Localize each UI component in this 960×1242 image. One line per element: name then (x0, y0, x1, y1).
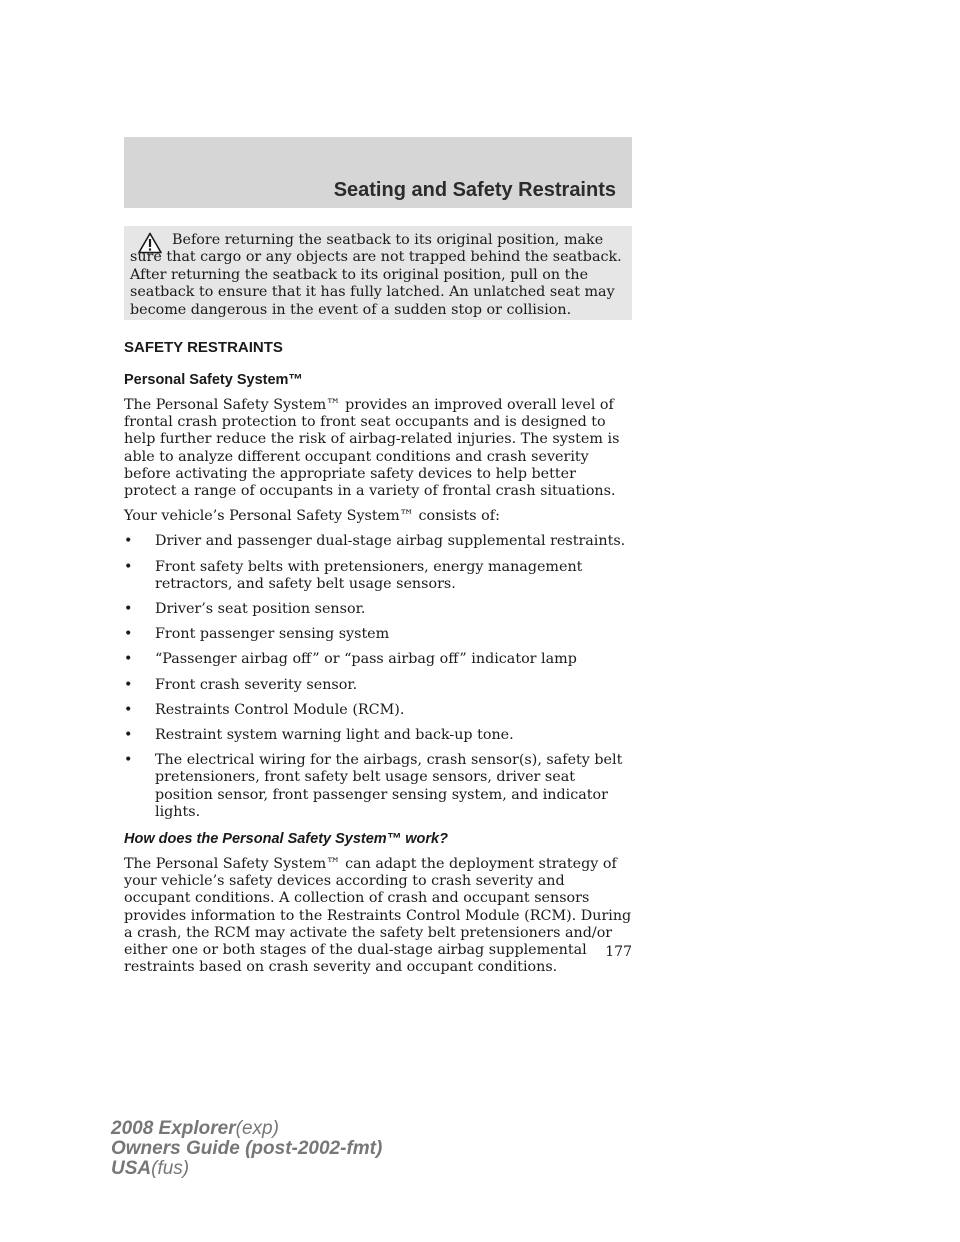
list-item-text: “Passenger airbag off” or “pass airbag off” indicator lamp (155, 651, 577, 668)
footer-market: USA (111, 1158, 152, 1179)
footer-model-code: (exp) (235, 1118, 279, 1139)
component-list (124, 533, 632, 821)
page-content (124, 338, 632, 976)
list-item-text: Driver and passenger dual-stage airbag supplemental restraints. (155, 533, 626, 550)
bullet-dot: • (124, 533, 133, 550)
list-item (124, 727, 632, 744)
bullet-dot: • (124, 727, 133, 744)
footer-model: 2008 Explorer (111, 1118, 236, 1139)
bullet-dot: • (124, 626, 133, 643)
bullet-dot: • (124, 676, 133, 693)
list-item (124, 559, 632, 593)
list-item (124, 601, 632, 618)
warning-box (124, 226, 632, 320)
answer-paragraph: The Personal Safety System™ can adapt the deployment strategy of your vehicle’s safety devices according to crash severity and occupant conditions. A collection of crash and occupant sensors provides information to the Restraints Control Module (RCM). During a crash, the RCM may activate the safety belt pretensioners and/or either one or both stages of the dual-stage airbag supplemental restraints based on crash severity and occupant conditions. (124, 856, 632, 976)
bullet-dot: • (124, 701, 133, 718)
bullet-dot: • (124, 651, 133, 668)
list-item-text: Front passenger sensing system (155, 626, 390, 643)
footer-guide: Owners Guide (post-2002-fmt) (111, 1138, 383, 1159)
footer-line-model (111, 1119, 382, 1139)
list-item-text: Front crash severity sensor. (155, 676, 358, 693)
section-header-band (124, 137, 632, 208)
section-title: SAFETY RESTRAINTS (124, 339, 283, 356)
list-item-text: Driver’s seat position sensor. (155, 601, 366, 618)
section-header-title: Seating and Safety Restraints (333, 179, 616, 201)
consists-paragraph: Your vehicle’s Personal Safety System™ consists of: (124, 508, 500, 525)
bullet-dot: • (124, 558, 133, 575)
warning-text: Before returning the seatback to its original position, make sure that cargo or any objects are not trapped behind the seatback. After returning the seatback to its original position, pull on the seatback to ensure that it has fully latched. An unlatched seat may become dangerous in the event of a sudden stop or collision. (130, 232, 622, 318)
list-item-text: Restraints Control Module (RCM). (155, 701, 405, 718)
page-number: 177 (605, 944, 632, 960)
list-item-text: Front safety belts with pretensioners, energy management retractors, and safety belt usage sensors. (155, 558, 583, 592)
list-item (124, 702, 632, 719)
list-item (124, 752, 632, 821)
footer-line-market (111, 1159, 382, 1179)
list-item (124, 677, 632, 694)
subheading-personal-safety-system: Personal Safety System™ (124, 372, 303, 388)
bullet-dot: • (124, 601, 133, 618)
list-item-text: The electrical wiring for the airbags, crash sensor(s), safety belt pretensioners, front safety belt usage sensors, driver seat position sensor, front passenger sensing system, and indicator lights. (155, 752, 623, 820)
bullet-dot: • (124, 752, 133, 769)
list-item (124, 533, 632, 550)
footer-identifier (111, 1119, 382, 1179)
footer-line-guide (111, 1139, 382, 1159)
question-heading: How does the Personal Safety System™ work? (124, 831, 448, 848)
list-item-text: Restraint system warning light and back-up tone. (155, 727, 514, 744)
footer-market-code: (fus) (151, 1158, 190, 1179)
intro-paragraph: The Personal Safety System™ provides an improved overall level of frontal crash protection to front seat occupants and is designed to help further reduce the risk of airbag-related injuries. The system is able to analyze different occupant conditions and crash severity before activating the appropriate safety devices to help better protect a range of occupants in a variety of frontal crash situations. (124, 397, 620, 500)
list-item (124, 626, 632, 643)
list-item (124, 651, 632, 668)
